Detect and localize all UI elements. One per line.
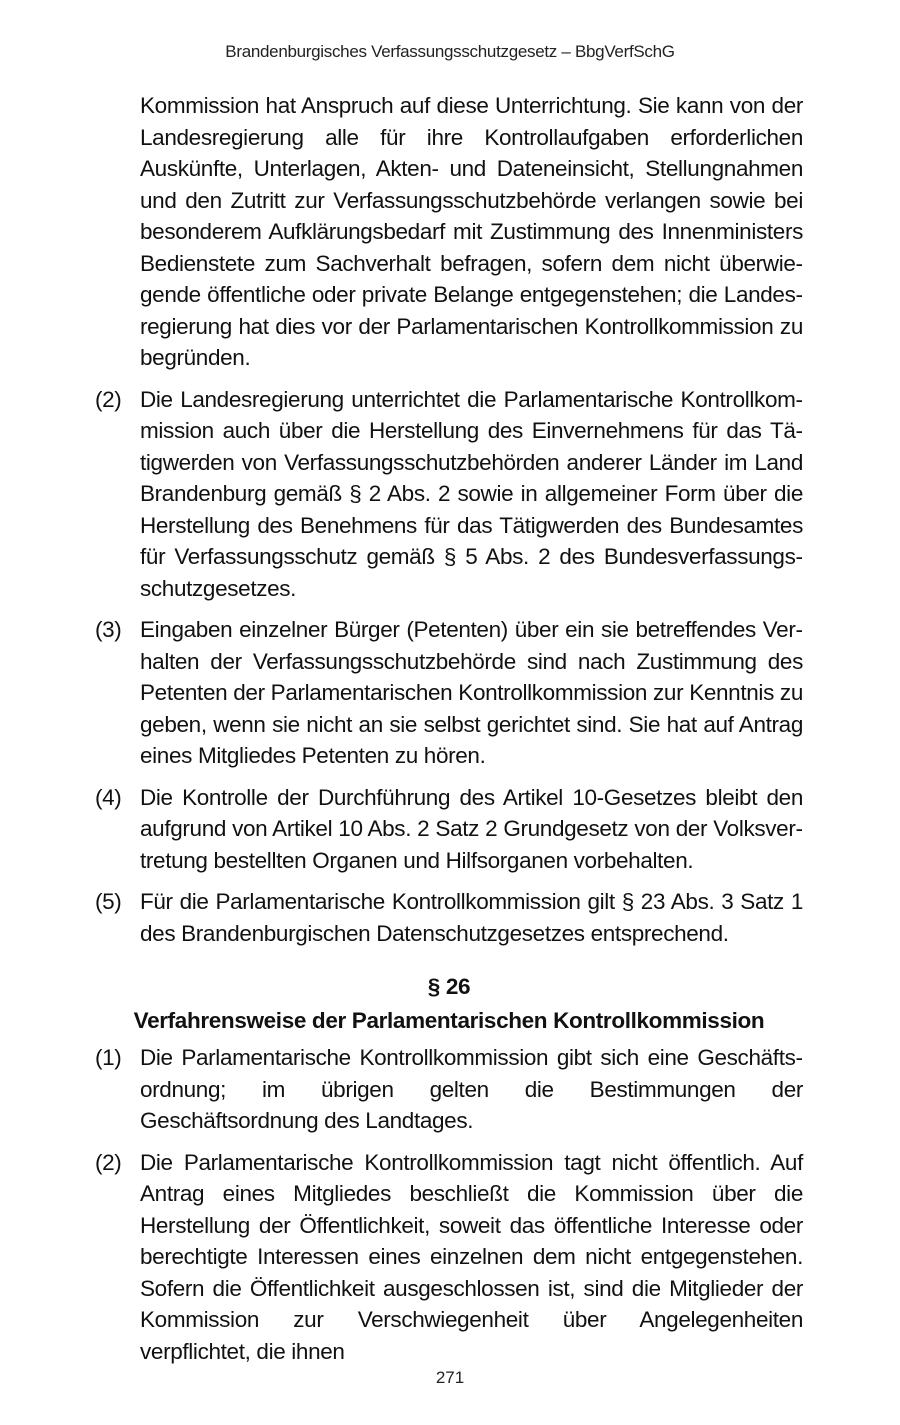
paragraph-item [95,886,803,949]
page-number: 271 [435,1368,465,1387]
paragraph-item [95,1042,803,1137]
paragraph-text: Für die Parlamentarische Kontrollkommission gilt § 23 Abs. 3 Satz 1 des Brandenburgischen Datenschutzgesetzes entsprechend. [140,889,803,946]
body-text [95,90,803,1367]
paragraph-number: (3) [95,617,122,642]
paragraph-number: (2) [95,1149,122,1175]
paragraph-number: (4) [95,784,122,810]
running-header: Brandenburgisches Verfassungsschutzgesetz – BbgVerfSchG [225,42,675,61]
paragraph-number: (2) [95,386,122,412]
paragraph-text: Eingaben einzelner Bürger (Petenten) über ein sie betreffendes Verhalten der Verfassungsschutzbehörde sind nach Zustimmung des Petenten der Parlamentarischen Kontrollkommission zur Kenntnis zu geben, wenn sie nicht an sie selbst gerichtet sind. Sie hat auf Antrag eines Mitgliedes Petenten zu hören. [140,617,803,768]
paragraph-number: (5) [95,889,122,914]
paragraph-item [95,384,803,605]
section-number: § 26 [427,974,471,999]
paragraph-item [95,1147,803,1368]
paragraph-text: Die Parlamentarische Kontrollkommission gibt sich eine Geschäftsordnung; im übrigen gelten die Bestimmungen der Geschäftsordnung des Landtages. [140,1045,803,1133]
paragraph-text: Die Kontrolle der Durchführung des Artikel 10-Gesetzes bleibt den aufgrund von Artikel 10 Abs. 2 Satz 2 Grundgesetz von der Volksvertretung bestellten Organen und Hilfsorganen vorbehalten. [140,784,803,873]
paragraph-item [95,782,803,877]
section-title: Verfahrensweise der Parlamentarischen Kontrollkommission [133,1007,765,1033]
paragraph-number: (1) [95,1045,122,1070]
paragraph-item [95,614,803,772]
continued-paragraph: Kommission hat Anspruch auf diese Unterrichtung. Sie kann von der Landesregierung alle für ihre Kontrollaufgaben erforderlichen Auskünfte, Unterlagen, Akten- und Dateneinsicht, Stellungnahmen und den Zutritt zur Verfassungsschutzbehörde verlangen sowie bei besonderem Aufklärungsbedarf mit Zustimmung des Innenministers Bedienstete zum Sachverhalt befragen, sofern dem nicht überwiegende öffentliche oder private Belange entgegenstehen; die Landesregierung hat dies vor der Parlamentarischen Kontrollkommission zu begründen. [140,93,803,370]
paragraph-text: Die Parlamentarische Kontrollkommission tagt nicht öffentlich. Auf Antrag eines Mitgliedes beschließt die Kommission über die Herstellung der Öffentlichkeit, soweit das öffentliche Interesse oder berechtigte Interessen eines einzelnen dem nicht entgegenstehen. Sofern die Öffentlichkeit ausgeschlossen ist, sind die Mitglieder der Kommission zur Verschwiegenheit über Angelegenheiten verpflichtet, die ihnen [140,1149,803,1364]
paragraph-text: Die Landesregierung unterrichtet die Parlamentarische Kontrollkommission auch über die Herstellung des Einvernehmens für das Tätigwerden von Verfassungsschutzbehörden anderer Länder im Land Brandenburg gemäß § 2 Abs. 2 sowie in allgemeiner Form über die Herstellung des Benehmens für das Tätigwerden des Bundesamtes für Verfassungsschutz gemäß § 5 Abs. 2 des Bundesverfassungsschutzgesetzes. [140,386,803,601]
